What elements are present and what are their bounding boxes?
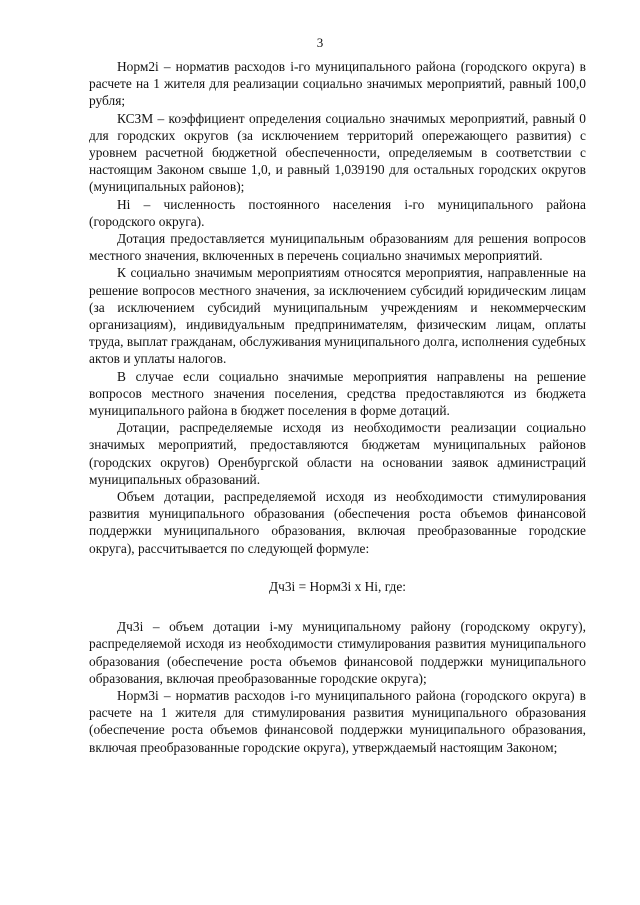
- definition-norm3: Норм3i – норматив расходов i-го муниципального района (городского округа) в расчете на 1 жителя для стимулирования развития муниципального образования (обеспечение роста объемов финансовой поддержки муниципального образования, включая преобразованные городские округа), утверждаемый настоящим Законом;: [89, 687, 586, 755]
- social-events-paragraph: К социально значимым мероприятиям относятся мероприятия, направленные на решение вопросов местного значения, за исключением субсидий юридическим лицам (за исключением субсидий муниципальным учреждениям и некоммерческим организациям), индивидуальным предпринимателям, физическим лицам, оплаты труда, выплат гражданам, обслуживания муниципального долга, исполнения судебных актов и уплаты налогов.: [89, 265, 586, 367]
- subsidy-distribution-paragraph: Дотации, распределяемые исходя из необходимости реализации социально значимых мероприятий, предоставляются бюджетам муниципальных районов (городских округов) Оренбургской области на основании заявок администраций муниципальных образований.: [89, 420, 586, 487]
- definition-population: Нi – численность постоянного населения i-го муниципального района (городского округа).: [89, 196, 586, 229]
- definition-dch3: Дч3i – объем дотации i-му муниципальному району (городскому округу), распределяемой исходя из необходимости стимулирования развития муниципального образования (обеспечение роста объемов финансовой поддержки муниципального образования, включая преобразованные городские округа);: [89, 619, 586, 686]
- definition-kszm: КСЗМ – коэффициент определения социально значимых мероприятий, равный 0 для городских округов (за исключением территорий опережающего развития) с уровнем расчетной бюджетной обеспеченности, определяемым в соответствии с настоящим Законом свыше 1,0, и равный 1,039190 для остальных городских округов (муниципальных районов);: [89, 110, 586, 195]
- stimulation-volume-paragraph: Объем дотации, распределяемой исходя из необходимости стимулирования развития муниципального образования (обеспечения роста объемов финансовой поддержки муниципального образования, включая преобразованные городские округа), рассчитывается по следующей формуле:: [89, 489, 586, 556]
- definition-norm2: Норм2i – норматив расходов i-го муниципального района (городского округа) в расчете на 1 жителя для реализации социально значимых мероприятий, равный 100,0 рубля;: [89, 59, 586, 109]
- formula: Дч3i = Норм3i х Нi, где:: [268, 578, 407, 594]
- page-number: 3: [316, 35, 324, 50]
- subsidy-purpose-paragraph: Дотация предоставляется муниципальным образованиям для решения вопросов местного значения, включенных в перечень социально значимых мероприятий.: [89, 231, 586, 264]
- settlement-transfer-paragraph: В случае если социально значимые мероприятия направлены на решение вопросов местного значения поселения, средства предоставляются из бюджета муниципального района в бюджет поселения в форме дотаций.: [89, 368, 586, 419]
- document-body: [89, 58, 586, 756]
